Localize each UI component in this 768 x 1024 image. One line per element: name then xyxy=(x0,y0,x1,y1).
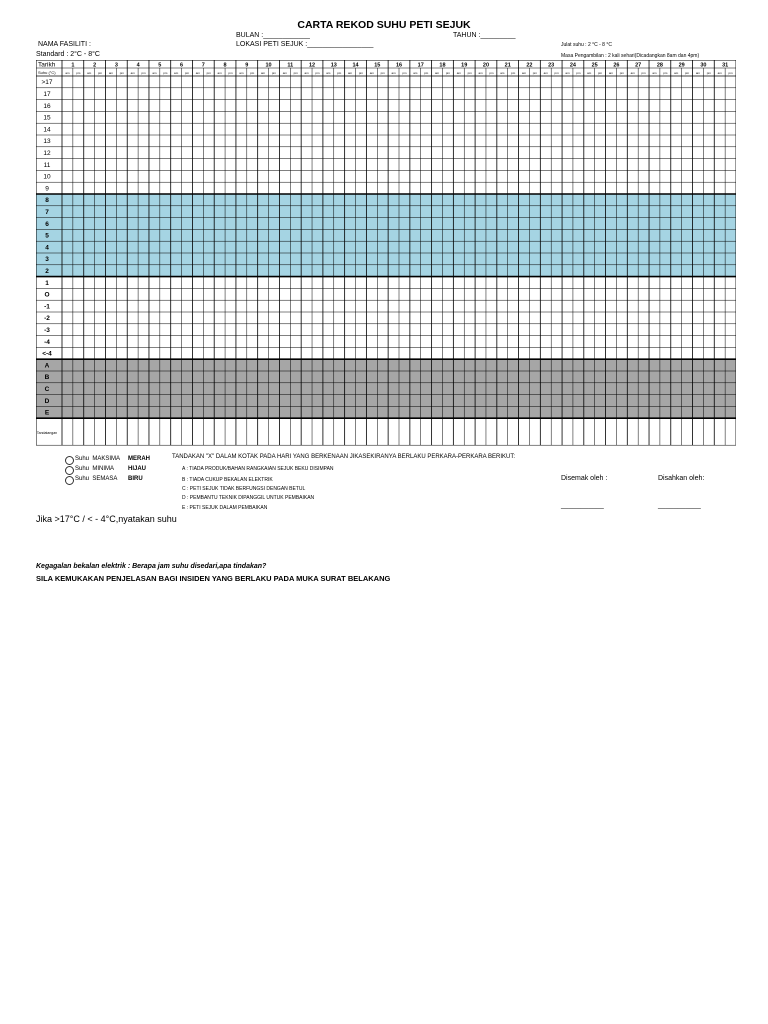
legend-maksima-color: MERAH xyxy=(128,456,150,462)
legend-minima-color: HIJAU xyxy=(128,466,147,472)
row-label: E xyxy=(44,409,50,417)
day-number: 6 xyxy=(180,62,184,69)
am-pm-label: am xyxy=(195,71,200,75)
am-pm-label: am xyxy=(434,71,440,75)
sila-note: SILA KEMUKAKAN PENJELASAN BAGI INSIDEN YANG BERLAKU PADA MUKA SURAT BELAKANG xyxy=(36,574,391,583)
row-label: 13 xyxy=(43,138,51,146)
am-pm-label: pm xyxy=(467,71,472,75)
row-label: 3 xyxy=(45,256,49,264)
am-pm-label: pm xyxy=(119,71,124,75)
row-label: 17 xyxy=(43,91,51,98)
disahkan-signature-line[interactable]: ___________ xyxy=(658,502,701,509)
am-pm-label: am xyxy=(478,71,483,75)
am-pm-label: am xyxy=(521,71,527,75)
instruction-b: B : TIADA CUKUP BEKALAN ELEKTRIK xyxy=(182,477,273,483)
am-pm-label: am xyxy=(65,71,70,75)
nama-fasiliti-label: NAMA FASILITI : xyxy=(38,41,91,48)
day-number: 23 xyxy=(548,62,555,69)
am-pm-label: pm xyxy=(489,71,494,75)
legend-maksima: Suhu MAKSIMA xyxy=(75,456,121,462)
am-pm-label: pm xyxy=(598,71,603,75)
am-pm-label: pm xyxy=(663,71,668,75)
day-number: 15 xyxy=(374,62,381,69)
am-pm-label: pm xyxy=(706,71,711,75)
tarikh-label: Tarikh xyxy=(38,61,56,69)
am-pm-label: am xyxy=(217,71,222,75)
bulan-field[interactable]: BULAN :____________ xyxy=(236,32,310,39)
am-pm-label: pm xyxy=(358,71,364,75)
am-pm-label: am xyxy=(652,71,657,75)
am-pm-label: am xyxy=(413,71,418,75)
am-pm-label: pm xyxy=(532,71,537,75)
am-pm-label: am xyxy=(347,71,353,75)
row-label: B xyxy=(44,374,50,382)
red-dot-icon xyxy=(65,456,74,465)
day-number: 29 xyxy=(678,62,685,69)
day-number: 13 xyxy=(330,62,337,69)
shaded-row xyxy=(36,395,736,407)
am-pm-label: am xyxy=(261,71,266,75)
am-pm-label: pm xyxy=(576,71,581,75)
day-number: 20 xyxy=(482,62,490,69)
legend-minima: Suhu MINIMA xyxy=(75,466,115,472)
day-number: 4 xyxy=(136,62,140,69)
am-pm-label: pm xyxy=(250,71,255,75)
page-title: CARTA REKOD SUHU PETI SEJUK xyxy=(297,19,471,31)
am-pm-label: pm xyxy=(554,71,559,75)
blue-dot-icon xyxy=(65,476,74,485)
day-number: 9 xyxy=(245,62,249,69)
day-number: 26 xyxy=(613,62,620,69)
row-label: 5 xyxy=(45,232,49,240)
row-label: 12 xyxy=(43,150,51,157)
shaded-row xyxy=(36,265,736,277)
day-number: 3 xyxy=(114,62,118,69)
am-pm-label: pm xyxy=(76,71,81,75)
row-label: 4 xyxy=(45,244,49,252)
jika-note: Jika >17°C / < - 4°C,nyatakan suhu xyxy=(36,514,177,524)
am-pm-label: pm xyxy=(619,71,624,75)
am-pm-label: am xyxy=(565,71,570,75)
am-pm-label: pm xyxy=(424,71,429,75)
tahun-field[interactable]: TAHUN :_________ xyxy=(453,32,516,39)
day-number: 25 xyxy=(591,62,598,69)
am-pm-label: pm xyxy=(163,71,168,75)
am-pm-label: am xyxy=(369,71,374,75)
am-pm-label: am xyxy=(326,71,331,75)
green-dot-icon xyxy=(65,466,74,475)
day-number: 17 xyxy=(417,62,424,69)
julat-suhu-note: Julat suhu : 2 °C - 8 °C xyxy=(561,42,612,48)
am-pm-label: am xyxy=(282,71,287,75)
row-label: >17 xyxy=(41,79,53,87)
day-number: 8 xyxy=(223,62,227,69)
am-pm-label: am xyxy=(695,71,701,75)
am-pm-label: pm xyxy=(271,71,277,75)
day-number: 16 xyxy=(395,62,403,69)
day-number: 10 xyxy=(265,62,272,69)
shaded-row xyxy=(36,371,736,383)
am-pm-label: pm xyxy=(228,71,233,75)
day-number: 21 xyxy=(504,62,511,69)
row-label: 16 xyxy=(43,102,51,110)
am-pm-label: pm xyxy=(380,71,385,75)
shaded-row xyxy=(36,383,736,395)
am-pm-label: am xyxy=(608,71,614,75)
day-number: 28 xyxy=(656,62,663,69)
row-label: Tandatangan xyxy=(36,431,58,435)
day-number: 22 xyxy=(526,62,533,69)
masa-pengambilan-note: Masa Pengambilan : 2 kali sehari(Dicadangkan 8am dan 4pm) xyxy=(561,53,700,59)
row-label: D xyxy=(44,397,50,405)
shaded-row xyxy=(36,406,736,418)
row-label: 2 xyxy=(45,268,49,275)
row-label: -2 xyxy=(44,315,50,323)
row-label: 8 xyxy=(45,197,49,205)
day-number: 2 xyxy=(93,62,97,69)
am-pm-label: am xyxy=(587,71,592,75)
am-pm-label: am xyxy=(87,71,92,75)
am-pm-label: am xyxy=(239,71,244,75)
day-number: 14 xyxy=(352,62,359,69)
row-label: -3 xyxy=(44,327,50,334)
shaded-row xyxy=(36,253,736,265)
day-number: 18 xyxy=(439,62,446,69)
am-pm-label: pm xyxy=(293,71,298,75)
am-pm-label: am xyxy=(130,71,135,75)
am-pm-label: pm xyxy=(445,71,451,75)
row-label: 6 xyxy=(45,220,49,228)
shaded-row xyxy=(36,241,736,253)
row-label: A xyxy=(44,362,50,370)
legend-semasa-color: BIRU xyxy=(128,476,143,482)
am-pm-label: pm xyxy=(141,71,146,75)
day-number: 31 xyxy=(722,62,729,69)
shaded-row xyxy=(36,218,736,230)
instructions-heading: TANDAKAN "X" DALAM KOTAK PADA HARI YANG BERKENAAN JIKASEKIRANYA BERLAKU PERKARA-PERKARA BERIKUT: xyxy=(172,454,516,460)
am-pm-label: am xyxy=(500,71,505,75)
row-label: -1 xyxy=(44,303,50,311)
am-pm-label: pm xyxy=(97,71,103,75)
am-pm-label: pm xyxy=(315,71,320,75)
legend-semasa: Suhu SEMASA xyxy=(75,476,118,482)
day-number: 30 xyxy=(700,62,707,69)
lokasi-field[interactable]: LOKASI PETI SEJUK :_________________ xyxy=(236,41,374,48)
disemak-signature-line[interactable]: ___________ xyxy=(561,502,604,509)
day-number: 11 xyxy=(287,62,294,69)
row-label: <-4 xyxy=(42,350,52,358)
row-label: 1 xyxy=(45,279,49,287)
shaded-row xyxy=(36,229,736,241)
row-label: 11 xyxy=(43,161,51,169)
row-label: 10 xyxy=(43,173,51,181)
instruction-c: C : PETI SEJUK TIDAK BERFUNGSI DENGAN BETUL xyxy=(182,486,306,492)
row-label: 15 xyxy=(43,114,51,122)
row-label: O xyxy=(44,291,50,299)
am-pm-label: am xyxy=(630,71,635,75)
day-number: 7 xyxy=(201,62,205,69)
row-label: C xyxy=(44,386,50,393)
am-pm-label: am xyxy=(108,71,114,75)
instruction-a: A : TIADA PRODUK/BAHAN RANGKAIAN SEJUK BEKU DISIMPAN xyxy=(182,466,334,472)
am-pm-label: am xyxy=(152,71,157,75)
am-pm-label: pm xyxy=(684,71,690,75)
day-number: 24 xyxy=(569,62,576,69)
disahkan-label: Disahkan oleh: xyxy=(658,475,705,482)
standard-label: Standard : 2°C - 8°C xyxy=(36,51,100,58)
am-pm-label: am xyxy=(174,71,179,75)
row-label: 9 xyxy=(45,185,49,193)
am-pm-label: am xyxy=(456,71,461,75)
row-label: 14 xyxy=(43,126,51,134)
am-pm-label: pm xyxy=(184,71,190,75)
am-pm-label: pm xyxy=(206,71,211,75)
am-pm-label: am xyxy=(304,71,309,75)
day-number: 19 xyxy=(461,62,468,69)
suhu-label: Suhu (°C) xyxy=(38,70,56,75)
temperature-grid[interactable] xyxy=(36,60,736,454)
shaded-row xyxy=(36,206,736,218)
shaded-row xyxy=(36,194,736,206)
am-pm-label: am xyxy=(717,71,722,75)
row-label: -4 xyxy=(44,338,50,346)
am-pm-label: pm xyxy=(641,71,646,75)
am-pm-label: pm xyxy=(402,71,407,75)
day-number: 1 xyxy=(71,62,75,69)
instruction-e: E : PETI SEJUK DALAM PEMBAIKAN xyxy=(182,505,268,511)
row-label: 7 xyxy=(45,209,49,216)
am-pm-label: pm xyxy=(728,71,733,75)
am-pm-label: am xyxy=(543,71,548,75)
kegagalan-note: Kegagalan bekalan elektrik : Berapa jam suhu disedari,apa tindakan? xyxy=(36,563,267,570)
am-pm-label: am xyxy=(391,71,396,75)
day-number: 5 xyxy=(158,62,162,69)
instruction-d: D : PEMBANTU TEKNIK DIPANGGIL UNTUK PEMBAIKAN xyxy=(182,495,315,501)
am-pm-label: pm xyxy=(511,71,516,75)
day-number: 27 xyxy=(635,62,642,69)
disemak-label: Disemak oleh : xyxy=(561,475,608,482)
am-pm-label: pm xyxy=(337,71,342,75)
shaded-row xyxy=(36,359,736,371)
am-pm-label: am xyxy=(674,71,679,75)
day-number: 12 xyxy=(308,62,316,69)
